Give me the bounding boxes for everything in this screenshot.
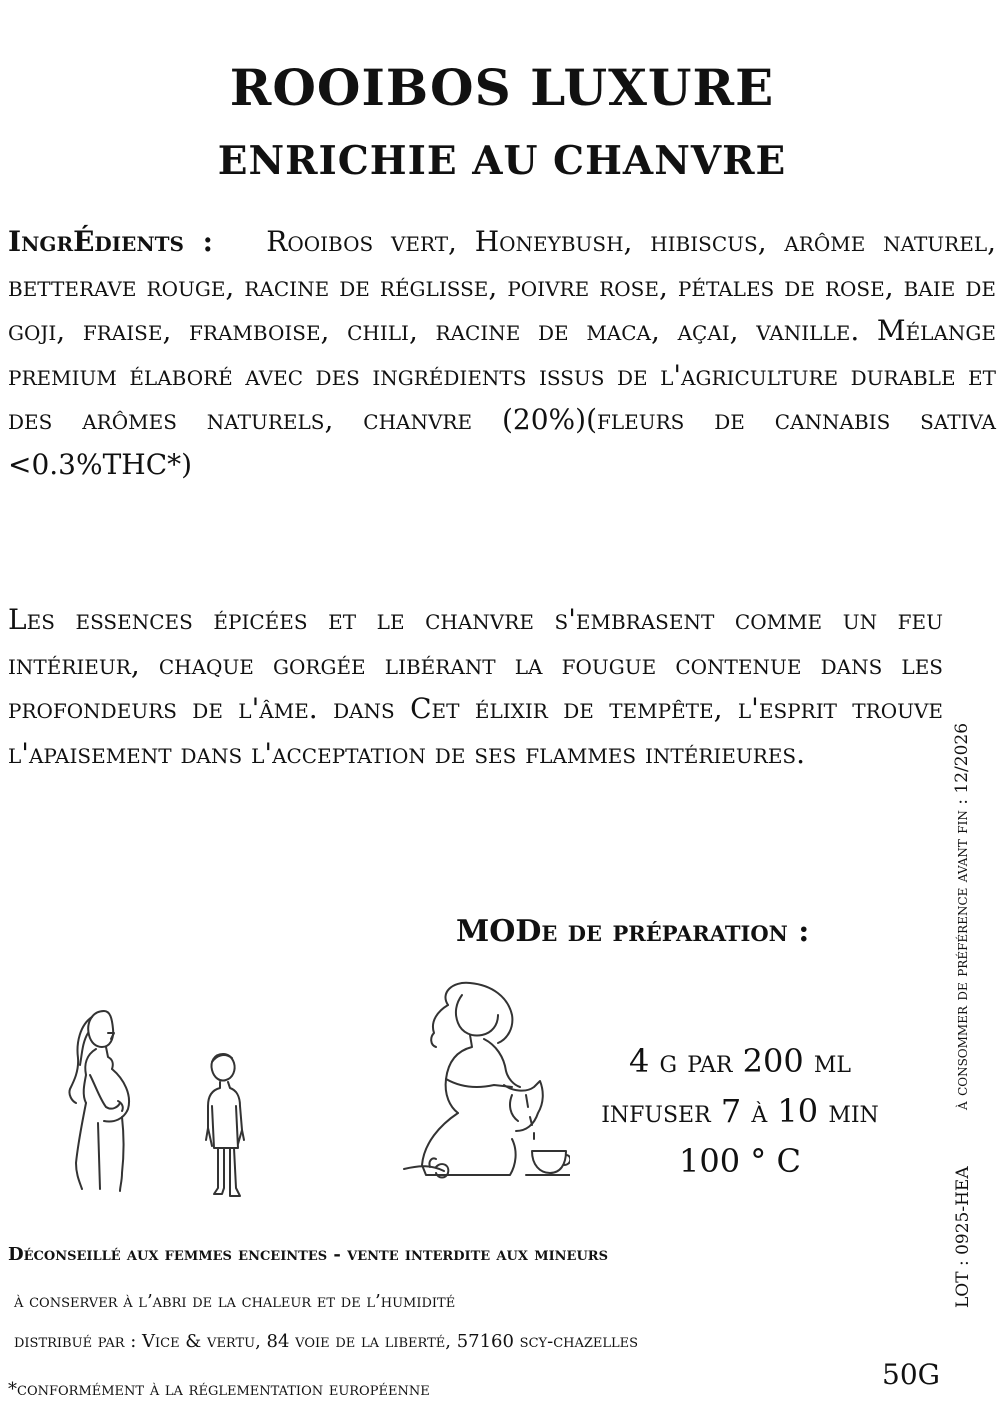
regulation-note: *conformément à la réglementation européenne [8, 1379, 430, 1400]
product-title: ROOIBOS LUXURE [229, 58, 775, 117]
woman-pouring-tea-illustration [400, 975, 570, 1190]
ingredients-block [8, 220, 996, 487]
product-subtitle: ENRICHIE AU CHANVRE [217, 138, 787, 184]
warning-text: Déconseillé aux femmes enceintes - vente interdite aux mineurs [8, 1244, 608, 1265]
preparation-instructions [565, 1036, 915, 1186]
storage-text: à conserver à l’abri de la chaleur et de l’humidité [14, 1291, 456, 1312]
net-weight: 50G [882, 1358, 940, 1391]
preparation-temperature: 100 ° C [679, 1142, 801, 1180]
distributor-text: distribué par : Vice & vertu, 84 voie de la liberté, 57160 scy-chazelles [14, 1331, 639, 1352]
preparation-dose: 4 g par 200 ml [628, 1042, 852, 1080]
lot-number: LOT : 0925-HEA [953, 1166, 973, 1308]
ingredients-label: IngrÉdients : [8, 225, 213, 258]
description-text: Les essences épicées et le chanvre s'embrasent comme un feu intérieur, chaque gorgée libérant la fougue contenue dans les profondeurs de l'âme. dans Cet élixir de tempête, l'esprit trouve l'apaisement dans l'acceptation de ses flammes intérieures. [8, 603, 943, 770]
ingredients-text: Rooibos vert, Honeybush, hibiscus, arôme naturel, betterave rouge, racine de réglisse, poivre rose, pétales de rose, baie de goji, fraise, framboise, chili, racine de maca, açai, vanille. Mélange premium élaboré avec des ingrédients issus de l'agriculture durable et des arômes naturels, chanvre (20%)(fleurs de cannabis sativa <0.3%THC*) [8, 225, 996, 481]
pregnant-woman-icon [62, 1003, 142, 1193]
child-icon [198, 1048, 250, 1203]
preparation-infusion: infuser 7 à 10 min [601, 1092, 879, 1130]
best-before-date: à consommer de préférence avant fin : 12/2026 [952, 722, 972, 1110]
preparation-title: MODe de préparation : [456, 914, 810, 949]
